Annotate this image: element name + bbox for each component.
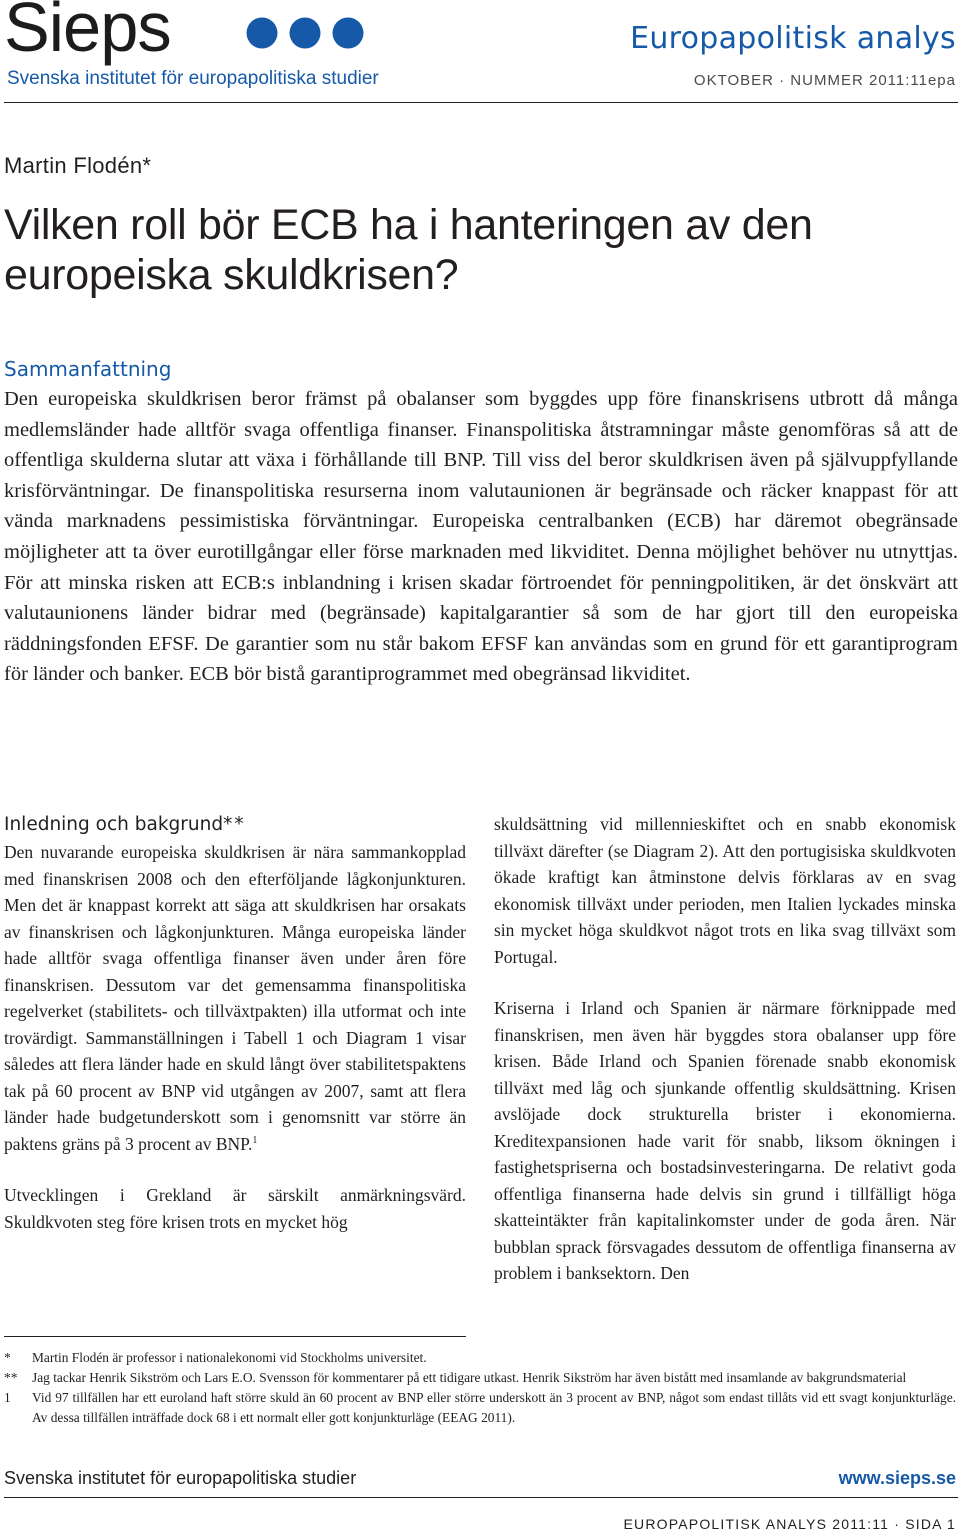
footnote-ref[interactable]: 1 bbox=[252, 1134, 258, 1146]
issue-line: OKTOBER · NUMMER 2011:11epa bbox=[693, 72, 956, 89]
page-label: EUROPAPOLITISK ANALYS 2011:11 · SIDA 1 bbox=[623, 1516, 956, 1532]
footnote-mark: ** bbox=[4, 1370, 18, 1385]
section-heading bbox=[4, 811, 466, 839]
footnote-text: Vid 97 tillfällen har ett euroland haft större skuld än 60 procent av BNP eller större underskott än 3 procent av BNP, något som endast tillåts vid ett svagt konjunkturläge. Av dessa tillfällen inträffade dock 68 i ett normalt eller gott konjunkturläge (EEAG 2011). bbox=[32, 1390, 956, 1425]
footer-organization: Svenska institutet för europapolitiska studier bbox=[4, 1468, 357, 1488]
series-title: Europapolitisk analys bbox=[630, 21, 956, 56]
footnote bbox=[4, 1388, 956, 1428]
logo-subtitle: Svenska institutet för europapolitiska studier bbox=[7, 68, 379, 89]
summary-text: Den europeiska skuldkrisen beror främst på obalanser som byggdes upp före finanskrisens utbrott då många medlemsländer hade alltför svaga offentliga finanser. Finanspolitiska åtstramningar måste genomföras så att de offentliga skulderna slutar att växa i förhållande till BNP. Till viss del beror skuldkrisen även på självuppfyllande krisförväntningar. De finanspolitiska resurserna inom valutaunionen är begränsade och räcker knappast för att vända marknadens pessimistiska förväntningar. Europeiska centralbanken (ECB) har däremot obegränsade möjligheter att ta över eurotillgångar eller förse marknaden med likviditet. Denna möjlighet behöver nu utnyttjas. För att minska risken att ECB:s inblandning i krisen skadar förtroendet för penningpolitiken, är det önskvärt att valutaunionens länder bidrar med (begränsade) kapitalgarantier så som de har gjort till den europeiska räddningsfonden EFSF. De garantier som nu står bakom EFSF kan användas som en grund för ett garantiprogram för länder och banker. ECB bör bistå garantiprogrammet med obegränsad likviditet. bbox=[4, 388, 958, 686]
body-paragraph: Utvecklingen i Grekland är särskilt anmärkningsvärd. Skuldkvoten steg före krisen trots en mycket hög bbox=[4, 1185, 466, 1232]
body-paragraph bbox=[4, 839, 466, 1157]
footnote-mark: * bbox=[4, 1350, 11, 1365]
body-paragraph: skuldsättning vid millennieskiftet och en snabb ekonomisk tillväxt därefter (se Diagram 2). Att den portugisiska skuldkvoten ökade kraftigt kan åtminstone delvis förklaras av en svag ekonomisk tillväxt under perioden, men Italien lyckades minska sin mycket höga skuldkvot något trots en lika svag tillväxt som Portugal. bbox=[494, 814, 956, 967]
footnote-divider bbox=[4, 1336, 466, 1337]
footnote bbox=[4, 1348, 956, 1368]
footnote bbox=[4, 1368, 956, 1388]
footnote-mark: 1 bbox=[4, 1390, 11, 1405]
footnote-text: Martin Flodén är professor i nationalekonomi vid Stockholms universitet. bbox=[32, 1350, 427, 1365]
footnote-ref-mark[interactable]: ** bbox=[223, 814, 246, 835]
summary-heading: Sammanfattning bbox=[4, 357, 172, 381]
section-heading-text: Inledning och bakgrund bbox=[4, 814, 224, 835]
body-paragraph: Kriserna i Irland och Spanien är närmare förknippade med finanskrisen, men även här byggdes stora obalanser upp före krisen. Både Irland och Spanien förenade snabb ekonomisk tillväxt med låg och sjunkande offentlig skuldsättning. Krisen avslöjade dock strukturella brister i ekonomierna. Kreditexpansionen hade varit för snabb, liksom ökningen i fastighetspriserna och bostadsinvesteringarna. De relativt goda offentliga finanserna hade delvis sin grund i tillfälligt höga skatteintäkter från kapitalinkomster under de goda åren. När bubblan sprack försvagades dessutom de offentliga finanserna av problem i banksektorn. Den bbox=[494, 998, 956, 1283]
sieps-logo-dots-icon bbox=[246, 17, 370, 49]
footnote-text: Jag tackar Henrik Sikström och Lars E.O. Svensson för kommentarer på ett tidigare utkast. Henrik Sikström har även bistått med insamlande av bakgrundsmaterial bbox=[32, 1370, 907, 1385]
article-title: Vilken roll bör ECB ha i hanteringen av den europeiska skuldkrisen? bbox=[4, 201, 813, 299]
paragraph-text: Den nuvarande europeiska skuldkrisen är nära sammankopplad med finanskrisen 2008 och den efterföljande lågkonjunkturen. Men det är knappast korrekt att säga att skuldkrisen har orsakats av finanskrisen och lågkonjunkturen. Många europeiska länder hade alltför svaga offentliga finanser även under åren före finanskrisen. Dessutom var det gemensamma finanspolitiska regelverket (stabilitets- och tillväxtpakten) illa utformat och inte trovärdigt. Sammanställningen i Tabell 1 och Diagram 1 visar således att flera länder hade en skuld långt över stabilitetspaktens tak på 60 procent av BNP vid utgången av 2007, samt att flera länder hade budgetunderskott som i genomsnitt var större än paktens gräns på 3 procent av BNP. bbox=[4, 842, 466, 1154]
footer-divider bbox=[4, 1497, 958, 1498]
right-column bbox=[494, 811, 956, 1287]
left-column bbox=[4, 811, 466, 1235]
author-name: Martin Flodén* bbox=[4, 153, 152, 178]
header-divider bbox=[4, 102, 958, 103]
website-link[interactable]: www.sieps.se bbox=[838, 1468, 956, 1488]
sieps-logo-wordmark: Sieps bbox=[4, 0, 171, 66]
footnotes bbox=[4, 1348, 956, 1428]
